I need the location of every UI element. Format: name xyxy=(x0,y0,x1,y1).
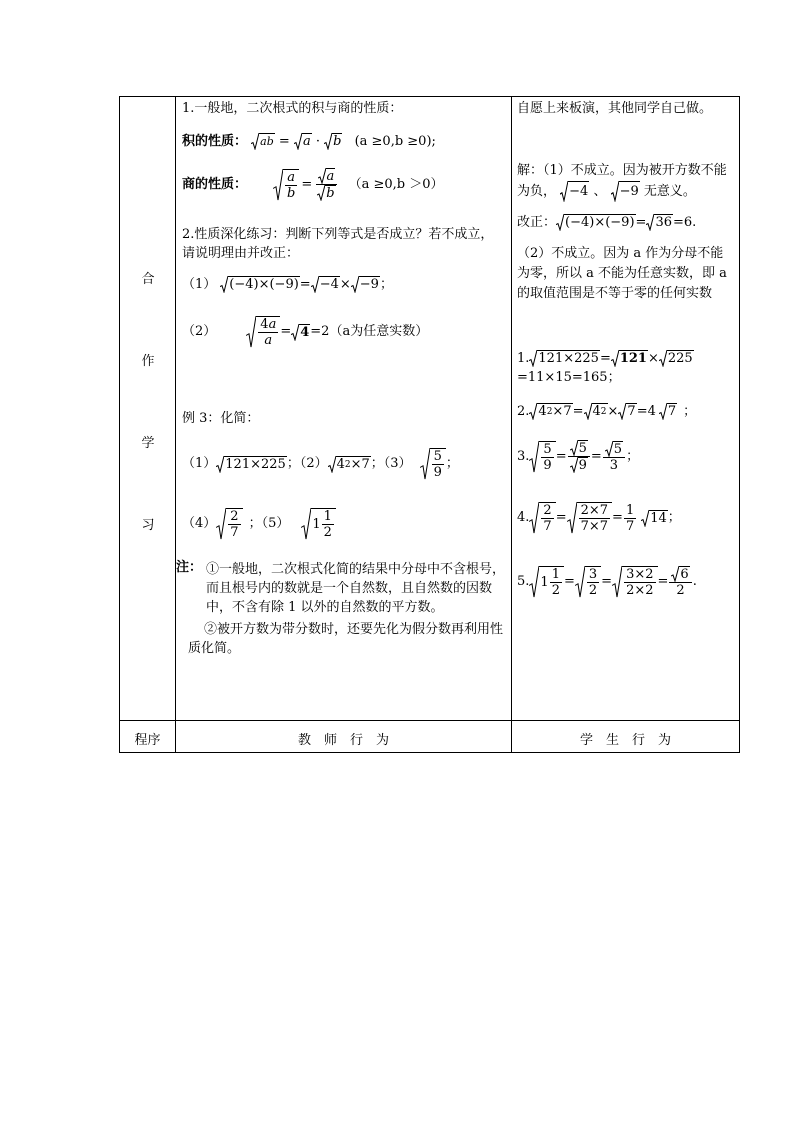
table-top-border xyxy=(119,96,740,97)
item-5-prefix: ；（5） xyxy=(248,516,290,531)
product-property: 积的性质： ab = a · b (a ≥0,b ≥0); xyxy=(182,134,436,149)
product-condition: (a ≥0,b ≥0); xyxy=(354,134,436,149)
note-1: ①一般地，二次根式化简的结果中分母中不含根号，而且根号内的数就是一个自然数，且自然数的因数中，不含有除 1 以外的自然数的平方数。 xyxy=(206,562,506,615)
footer-teacher-action: 教 师 行 为 xyxy=(297,733,389,748)
student-intro: 自愿上来板演，其他同学自己做。 xyxy=(517,101,713,116)
item-3-prefix: ；（3） xyxy=(370,456,412,471)
solution-2: （2）不成立。因为 a 作为分母不能为零，所以 a 不能为任意实数，即 a 的取值范围是不等于零的任何实数 xyxy=(517,246,727,301)
answer-1-prefix: 1. xyxy=(517,350,530,366)
section-label-char: 合 xyxy=(141,272,155,287)
teacher-intro: 1.一般地，二次根式的积与商的性质： xyxy=(182,101,403,116)
answer-1: 1. 121×225 = 121 × 225 xyxy=(517,350,693,366)
example-3-row-1: （1） 121×225 ；（2） 4 2 ×7 ；（3） $\frac{5}{9}$ ； xyxy=(182,449,459,480)
item-1-prefix: （1） xyxy=(182,456,217,471)
practice-instructions: 2.性质深化练习：判断下列等式是否成立？若不成立，请说明理由并改正： xyxy=(182,227,494,261)
answer-4: 4. $\frac{2}{7}$ = $\frac{2\times 7}{7\times 7}$ = $\frac{1}{7}$ 14 ； xyxy=(517,502,681,534)
footer-student-action: 学 生 行 为 xyxy=(579,733,671,748)
correction: 改正： (−4)×(−9) = 36 =6. xyxy=(517,214,697,230)
sqrt-b: b xyxy=(324,133,342,150)
sqrt-a-over-b: $\frac{a}{b}$ xyxy=(273,169,299,201)
example-3-row-2: （4） $\frac{2}{7}$ ；（5） 1 $\frac{1}{2}$ xyxy=(182,508,336,540)
table-col1-divider xyxy=(175,96,176,753)
answer-3-prefix: 3. xyxy=(517,448,530,464)
exercise-2-suffix: =2（a为任意实数） xyxy=(310,324,429,339)
answer-3: 3. $\frac{5}{9}$ = $\frac{5}{9}$ = $\frac{5}{3}$ ； xyxy=(517,441,640,473)
quotient-condition: （a ≥0,b ＞0） xyxy=(348,176,444,192)
correction-label: 改正： xyxy=(517,214,557,230)
solution-1-tail: 无意义。 xyxy=(643,184,696,199)
answer-2-tail: =4 xyxy=(636,403,656,419)
answer-5: 5. 1 $\frac{1}{2}$ = $\frac{3}{2}$ = $\frac{3\times 2}{2\times 2}$ = $\frac{6}{2}$ . xyxy=(517,567,697,598)
exercise-2-prefix: （2） xyxy=(182,324,217,339)
table-footer-divider xyxy=(119,720,740,721)
table-right-border xyxy=(739,96,740,753)
exercise-1-prefix: （1） xyxy=(182,276,217,292)
section-label-char: 习 xyxy=(141,518,155,533)
item-2-prefix: ；（2） xyxy=(286,456,328,471)
section-label-char: 学 xyxy=(141,436,155,451)
note-2: ②被开方数为带分数时，还要先化为假分数再利用性质化简。 xyxy=(188,622,504,656)
solution-1-text: 解：（1）不成立。因为被开方数不能为负， xyxy=(517,163,727,199)
item-4-prefix: （4） xyxy=(182,516,217,531)
answer-5-prefix: 5. xyxy=(517,574,530,589)
table-bottom-border xyxy=(119,752,740,753)
product-label: 积的性质： xyxy=(182,134,248,149)
solution-1: 解：（1）不成立。因为被开方数不能为负， −4 、 −9 无意义。 xyxy=(517,161,735,202)
table-col2-divider xyxy=(511,96,512,753)
answer-2: 2. 4 2 ×7 = 4 2 × 7 =4 7 ； xyxy=(517,403,697,419)
exercise-1: （1） (−4)×(−9) = −4 × −9 ； xyxy=(182,276,393,292)
answer-2-prefix: 2. xyxy=(517,403,530,419)
sqrt-ab: ab xyxy=(251,133,275,150)
table-left-border xyxy=(119,96,120,753)
frac-sqrta-sqrtb: $\frac{a}{b}$ xyxy=(315,168,337,201)
quotient-property: 商的性质： $\frac{a}{b}$ = $\frac{a}{b}$ （a ≥0,b ＞0） xyxy=(182,169,444,201)
note-label: 注： xyxy=(176,560,203,575)
footer-procedure: 程序 xyxy=(134,733,161,748)
sqrt-a: a xyxy=(294,133,312,150)
answer-1-line-2: =11×15=165； xyxy=(517,370,621,385)
quotient-label: 商的性质： xyxy=(182,176,248,192)
example-3-title: 例 3：化简： xyxy=(182,411,260,426)
answer-4-prefix: 4. xyxy=(517,510,530,525)
exercise-2: （2） $\frac{4a}{a}$ = 4 =2（a为任意实数） xyxy=(182,317,429,348)
section-label-char: 作 xyxy=(141,354,155,369)
